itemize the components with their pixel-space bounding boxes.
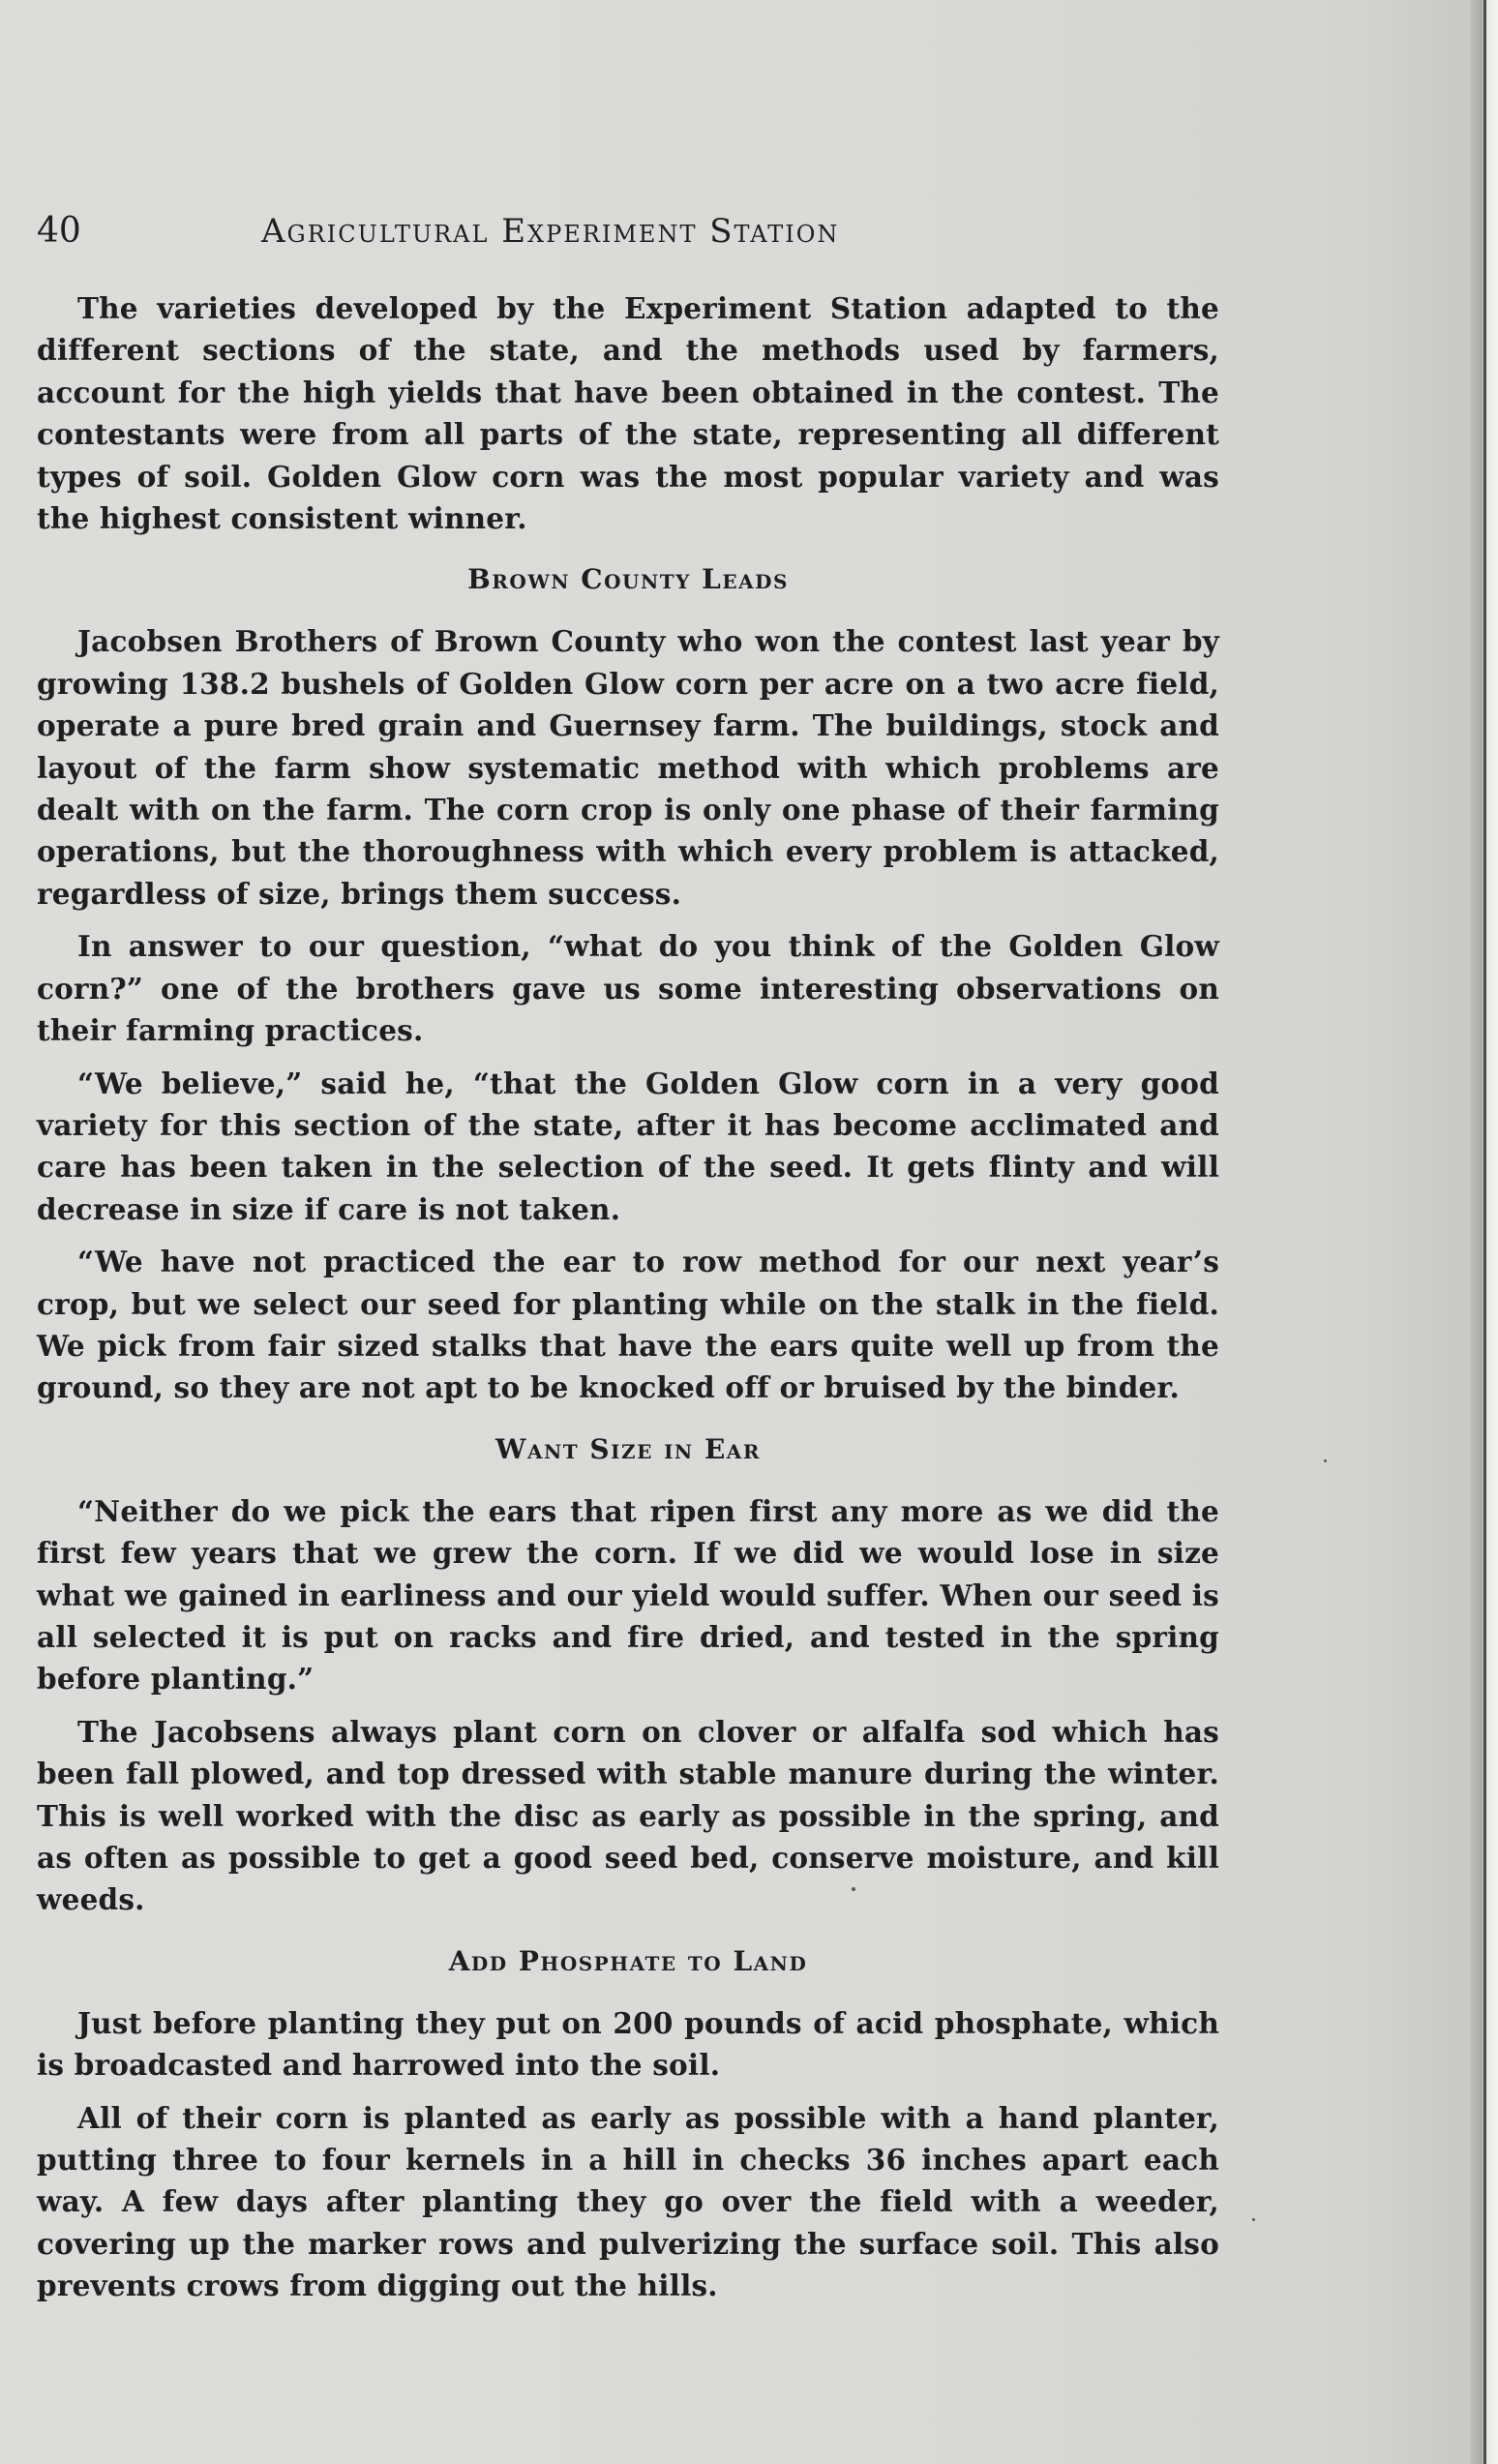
page-number: 40: [37, 211, 81, 251]
paragraph-we-believe: “We believe,” said he, “that the Golden Glow corn in a very good variety for this section of the state, after it has become acclimated and care has been taken in the selection of the seed. It gets flinty and will decrease in size if care is not taken.: [37, 1066, 1219, 1226]
paragraph-hand-planter: All of their corn is planted as early as possible with a hand planter, putting three to four kernels in a hill in checks 36 inches apart each way. A few days after planting they go over the field with a weeder, covering up the marker rows and pulverizing the surface soil. This also prevents crows from digging out the hills.: [37, 2100, 1219, 2303]
paragraph-clover-sod: The Jacobsens always plant corn on clover or alfalfa sod which has been fall plowed, and top dressed with stable manure during the winter. This is well worked with the disc as early as possible in the spring, and as often as possible to get a good seed bed, conserve moisture, and kill weeds.: [37, 1714, 1219, 1917]
running-head: Agricultural Experiment Station: [261, 212, 840, 251]
paragraph-neither-do-we: “Neither do we pick the ears that ripen first any more as we did the first few years that we grew the corn. If we did we would lose in size what we gained in earliness and our yield would suffer. When our seed is all selected it is put on racks and fire dried, and tested in the spring before planting.”: [37, 1493, 1219, 1697]
section-heading-want-size-in-ear: Want Size in Ear: [495, 1432, 761, 1465]
paragraph-jacobsen-brothers: Jacobsen Brothers of Brown County who won the contest last year by growing 138.2 bushels of Golden Glow corn per acre on a two acre field, operate a pure bred grain and Guernsey farm. The buildings, stock and layout of the farm show systematic method with which problems are dealt with on the farm. The corn crop is only one phase of their farming operations, but the thoroughness with which every problem is attacked, regardless of size, brings them success.: [37, 624, 1219, 911]
paper-speck: [852, 1887, 855, 1891]
body-text: [37, 287, 1219, 2318]
paper-speck: [1324, 1459, 1327, 1462]
paper-speck: [1252, 2218, 1255, 2221]
paragraph-acid-phosphate: Just before planting they put on 200 pounds of acid phosphate, which is broadcasted and harrowed into the soil.: [37, 2005, 1219, 2083]
section-heading-add-phosphate: Add Phosphate to Land: [448, 1944, 808, 1977]
paragraph-varieties: The varieties developed by the Experiment Station adapted to the different sections of the state, and the methods used by farmers, account for the high yields that have been obtained in the contest. The contestants were from all parts of the state, representing all different types of soil. Golden Glow corn was the most popular variety and was the highest consistent winner.: [37, 291, 1219, 536]
paragraph-ear-to-row: “We have not practiced the ear to row method for our next year’s crop, but we select our seed for planting while on the stalk in the field. We pick from fair sized stalks that have the ears quite well up from the ground, so they are not apt to be knocked off or bruised by the binder.: [37, 1245, 1219, 1405]
page-edge-line: [1483, 0, 1486, 2464]
paragraph-question: In answer to our question, “what do you think of the Golden Glow corn?” one of the brothers gave us some interesting observations on their farming practices.: [37, 929, 1219, 1048]
section-heading-brown-county-leads: Brown County Leads: [467, 563, 789, 596]
page-header: [37, 206, 1217, 256]
